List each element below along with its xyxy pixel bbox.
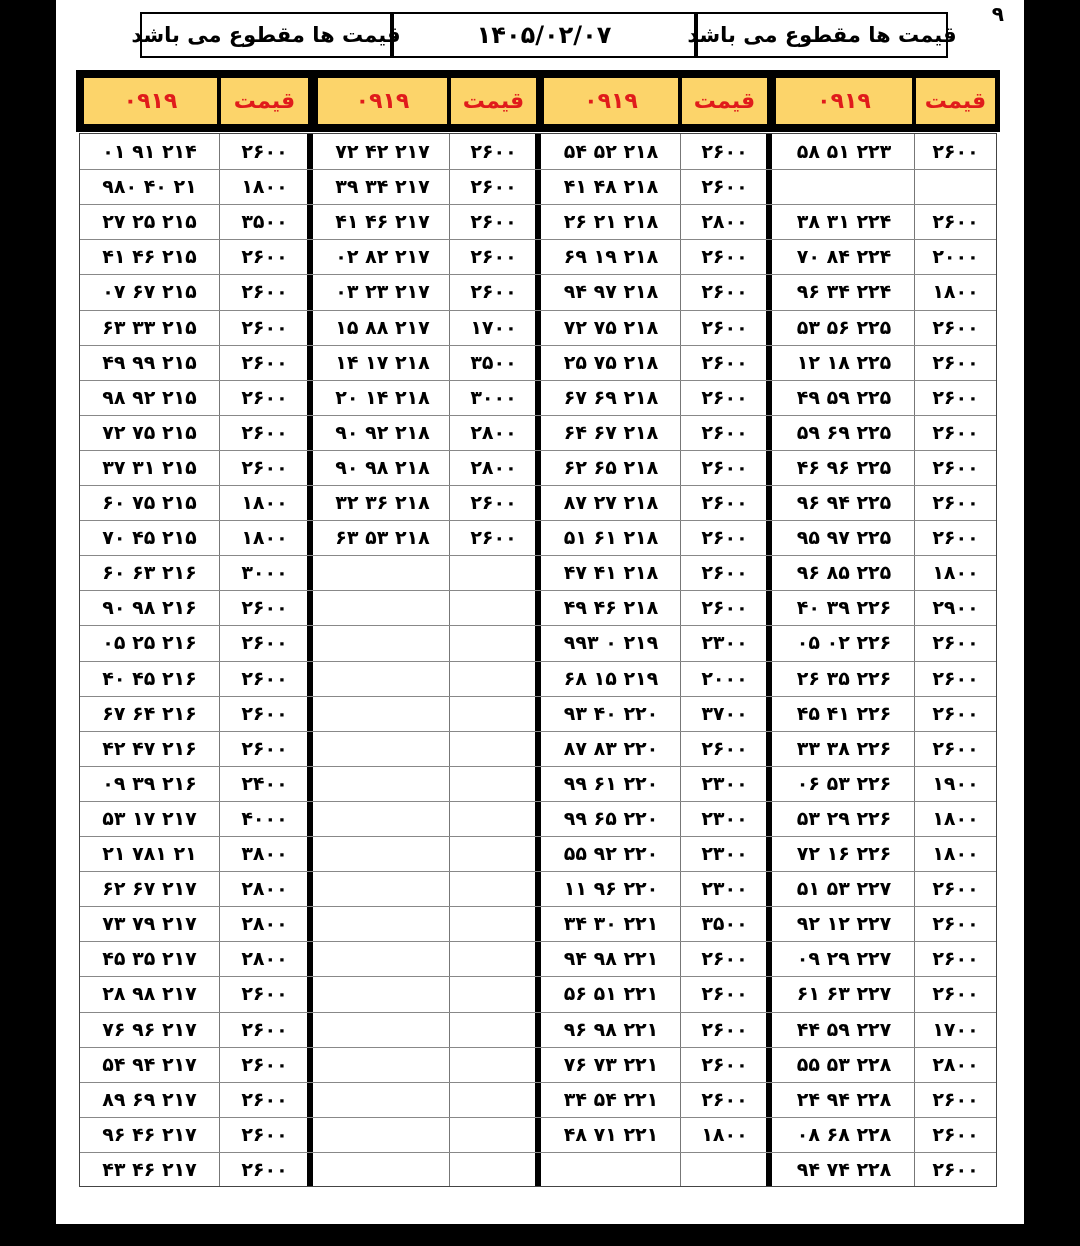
- price-cell: ۲۸۰۰: [241, 877, 288, 900]
- price-cell: ۱۸۰۰: [241, 175, 288, 198]
- price-cell: [449, 625, 538, 660]
- column-header-bar: [76, 70, 1000, 132]
- phone-number-cell: ۲۲۸ ۶۸ ۰۸: [796, 1123, 892, 1146]
- phone-number-cell: ۲۲۰ ۴۰ ۹۳: [563, 702, 659, 725]
- phone-number-cell: ۲۲۶ ۳۵ ۲۶: [796, 667, 892, 690]
- phone-number-cell: [316, 801, 449, 836]
- price-cell: ۲۶۰۰: [241, 1158, 288, 1181]
- phone-number-cell: ۲۱۷ ۴۶ ۴۳: [102, 1158, 197, 1181]
- phone-number-cell: ۲۱۸ ۹۷ ۹۴: [563, 280, 659, 303]
- phone-number-cell: ۲۱۵ ۷۵ ۶۰: [102, 491, 197, 514]
- price-cell: ۲۶۰۰: [932, 351, 979, 374]
- phone-number-cell: [316, 555, 449, 590]
- price-cell: ۲۶۰۰: [932, 140, 979, 163]
- phone-number-cell: ۲۲۷ ۲۹ ۰۹: [796, 947, 892, 970]
- phone-number-cell: ۲۲۶ ۰۲ ۰۵: [796, 631, 892, 654]
- phone-number-cell: ۲۱۷ ۹۶ ۷۶: [102, 1018, 197, 1041]
- price-cell: ۲۹۰۰: [932, 596, 979, 619]
- phone-number-cell: ۲۱۵ ۳۱ ۳۷: [102, 456, 197, 479]
- price-cell: [449, 906, 538, 941]
- price-cell: [449, 661, 538, 696]
- price-cell: ۲۶۰۰: [932, 526, 979, 549]
- price-cell: ۳۵۰۰: [470, 351, 517, 374]
- price-cell: ۱۸۰۰: [241, 491, 288, 514]
- phone-number-cell: ۲۱۷ ۸۲ ۰۲: [335, 245, 430, 268]
- phone-number-cell: ۲۲۵ ۱۸ ۱۲: [796, 351, 892, 374]
- price-cell: ۲۸۰۰: [701, 210, 748, 233]
- phone-number-cell: ۲۱۸ ۴۸ ۴۱: [563, 175, 659, 198]
- phone-number-cell: ۲۲۸ ۹۴ ۲۴: [796, 1088, 892, 1111]
- price-cell: ۲۶۰۰: [241, 280, 288, 303]
- price-cell: ۲۶۰۰: [241, 316, 288, 339]
- price-cell: ۲۳۰۰: [701, 877, 748, 900]
- price-cell: ۲۶۰۰: [932, 316, 979, 339]
- phone-number-cell: ۲۱۸ ۲۱ ۲۶: [563, 210, 659, 233]
- phone-number-cell: ۲۱۸ ۱۷ ۱۴: [335, 351, 430, 374]
- price-cell: [449, 696, 538, 731]
- price-cell: ۲۶۰۰: [701, 245, 748, 268]
- phone-number-cell: [316, 836, 449, 871]
- price-cell: [449, 1047, 538, 1082]
- phone-number-cell: ۲۱۶ ۴۷ ۴۲: [102, 737, 197, 760]
- price-cell: ۲۶۰۰: [470, 175, 517, 198]
- phone-number-cell: ۲۱۷ ۶۹ ۸۹: [102, 1088, 197, 1111]
- phone-number-cell: [316, 1047, 449, 1082]
- price-cell: ۲۶۰۰: [932, 1158, 979, 1181]
- phone-number-cell: ۲۱۸ ۵۲ ۵۴: [563, 140, 659, 163]
- price-cell: ۱۸۰۰: [932, 807, 979, 830]
- price-cell: [449, 1012, 538, 1047]
- phone-number-cell: ۲۲۵ ۸۵ ۹۶: [796, 561, 892, 584]
- price-cell: [449, 766, 538, 801]
- phone-number-cell: ۲۱۵ ۹۹ ۴۹: [102, 351, 197, 374]
- price-cell: ۲۶۰۰: [241, 1018, 288, 1041]
- phone-number-cell: [316, 906, 449, 941]
- phone-number-cell: ۲۱۷ ۴۶ ۹۶: [102, 1123, 197, 1146]
- phone-number-cell: [316, 625, 449, 660]
- price-cell: [914, 169, 997, 204]
- price-cell: ۲۶۰۰: [470, 280, 517, 303]
- price-cell: ۱۷۰۰: [932, 1018, 979, 1041]
- price-cell: [449, 555, 538, 590]
- phone-number-cell: ۲۲۶ ۴۱ ۴۵: [796, 702, 892, 725]
- price-cell: ۱۸۰۰: [932, 561, 979, 584]
- phone-number-cell: ۲۱۷ ۶۷ ۶۲: [102, 877, 197, 900]
- phone-number-cell: [316, 661, 449, 696]
- phone-number-cell: ۲۱۷ ۲۳ ۰۳: [335, 280, 430, 303]
- price-cell: ۲۶۰۰: [701, 596, 748, 619]
- price-cell: [449, 1082, 538, 1117]
- phone-number-cell: ۲۱۵ ۷۵ ۷۲: [102, 421, 197, 444]
- number-column-header: ۰۹۱۹: [544, 78, 678, 124]
- page-number: ۹: [991, 2, 1004, 26]
- price-cell: ۲۶۰۰: [241, 1053, 288, 1076]
- phone-number-cell: [316, 941, 449, 976]
- price-cell: ۲۶۰۰: [241, 421, 288, 444]
- price-cell: ۲۸۰۰: [470, 421, 517, 444]
- price-cell: ۲۶۰۰: [932, 877, 979, 900]
- phone-number-cell: ۲۱۸ ۶۹ ۶۷: [563, 386, 659, 409]
- price-cell: ۱۸۰۰: [241, 526, 288, 549]
- price-cell: ۲۶۰۰: [932, 947, 979, 970]
- price-cell: ۳۰۰۰: [470, 386, 517, 409]
- phone-number-cell: ۲۱۶ ۴۵ ۴۰: [102, 667, 197, 690]
- price-cell: ۲۶۰۰: [701, 456, 748, 479]
- phone-number-cell: ۲۲۱ ۹۸ ۹۴: [563, 947, 659, 970]
- price-column-header: قیمت: [682, 78, 767, 124]
- phone-number-cell: ۲۲۶ ۱۶ ۷۲: [796, 842, 892, 865]
- phone-number-cell: ۲۲۸ ۷۴ ۹۴: [796, 1158, 892, 1181]
- phone-number-cell: ۲۱۵ ۹۲ ۹۸: [102, 386, 197, 409]
- phone-number-cell: ۲۱۵ ۳۳ ۶۳: [102, 316, 197, 339]
- phone-number-cell: ۲۲۱ ۳۰ ۳۴: [563, 912, 659, 935]
- phone-number-cell: ۲۱۸ ۵۳ ۶۳: [335, 526, 430, 549]
- phone-number-cell: ۲۲۷ ۵۹ ۴۴: [796, 1018, 892, 1041]
- price-cell: ۲۶۰۰: [701, 316, 748, 339]
- phone-number-cell: ۲۲۴ ۳۱ ۳۸: [796, 210, 892, 233]
- price-cell: ۲۸۰۰: [241, 947, 288, 970]
- price-cell: ۲۶۰۰: [241, 386, 288, 409]
- price-cell: [449, 836, 538, 871]
- phone-number-cell: ۲۱۷ ۳۵ ۴۵: [102, 947, 197, 970]
- price-cell: ۱۸۰۰: [701, 1123, 748, 1146]
- number-column-header: ۰۹۱۹: [776, 78, 912, 124]
- price-cell: ۲۶۰۰: [241, 702, 288, 725]
- price-cell: ۳۸۰۰: [241, 842, 288, 865]
- price-cell: ۲۶۰۰: [241, 245, 288, 268]
- number-price-table: [79, 133, 997, 1187]
- price-cell: ۲۳۰۰: [701, 807, 748, 830]
- price-cell: ۲۶۰۰: [932, 982, 979, 1005]
- price-cell: ۲۶۰۰: [932, 912, 979, 935]
- phone-number-cell: ۲۱۷ ۹۴ ۵۴: [102, 1053, 197, 1076]
- price-cell: [449, 976, 538, 1011]
- price-cell: ۲۶۰۰: [932, 210, 979, 233]
- phone-number-cell: ۲۲۵ ۹۷ ۹۵: [796, 526, 892, 549]
- price-cell: ۲۶۰۰: [241, 140, 288, 163]
- price-cell: ۲۶۰۰: [241, 737, 288, 760]
- phone-number-cell: ۲۱۷ ۷۹ ۷۳: [102, 912, 197, 935]
- phone-number-cell: ۲۲۵ ۵۹ ۴۹: [796, 386, 892, 409]
- phone-number-cell: ۲۱۶ ۶۳ ۶۰: [102, 561, 197, 584]
- price-cell: [680, 1152, 769, 1187]
- phone-number-cell: ۲۲۱ ۷۳ ۷۶: [563, 1053, 659, 1076]
- phone-number-cell: ۲۱۸ ۱۴ ۲۰: [335, 386, 430, 409]
- phone-number-cell: ۲۲۱ ۵۱ ۵۶: [563, 982, 659, 1005]
- price-cell: ۲۶۰۰: [470, 210, 517, 233]
- phone-number-cell: ۲۱ ۷۸۱ ۲۱: [102, 842, 197, 865]
- price-cell: ۲۸۰۰: [932, 1053, 979, 1076]
- phone-number-cell: [316, 1012, 449, 1047]
- phone-number-cell: ۲۲۵ ۹۴ ۹۶: [796, 491, 892, 514]
- phone-number-cell: ۲۱۸ ۳۶ ۳۲: [335, 491, 430, 514]
- price-cell: ۲۶۰۰: [241, 456, 288, 479]
- price-cell: ۲۶۰۰: [932, 1088, 979, 1111]
- phone-number-cell: ۲۱ ۴۰ ۹۸۰: [102, 175, 197, 198]
- price-cell: ۲۶۰۰: [701, 947, 748, 970]
- price-cell: ۳۰۰۰: [241, 561, 288, 584]
- phone-number-cell: ۲۲۵ ۶۹ ۵۹: [796, 421, 892, 444]
- price-cell: ۳۷۰۰: [701, 702, 748, 725]
- phone-number-cell: [774, 169, 914, 204]
- phone-number-cell: ۲۱۸ ۷۵ ۲۵: [563, 351, 659, 374]
- phone-number-cell: [542, 1152, 680, 1187]
- phone-number-cell: ۲۱۵ ۶۷ ۰۷: [102, 280, 197, 303]
- price-cell: ۱۸۰۰: [932, 842, 979, 865]
- price-cell: ۲۶۰۰: [241, 1088, 288, 1111]
- price-cell: [449, 871, 538, 906]
- phone-number-cell: ۲۱۹ ۱۵ ۶۸: [563, 667, 659, 690]
- phone-number-cell: ۲۱۷ ۴۶ ۴۱: [335, 210, 430, 233]
- price-cell: [449, 590, 538, 625]
- price-column-header: قیمت: [221, 78, 308, 124]
- phone-number-cell: ۲۲۰ ۹۲ ۵۵: [563, 842, 659, 865]
- price-cell: ۲۶۰۰: [932, 667, 979, 690]
- phone-number-cell: ۲۲۸ ۵۳ ۵۵: [796, 1053, 892, 1076]
- price-cell: ۲۶۰۰: [701, 1053, 748, 1076]
- price-cell: ۲۶۰۰: [932, 421, 979, 444]
- price-cell: ۱۸۰۰: [932, 280, 979, 303]
- price-cell: ۲۶۰۰: [701, 561, 748, 584]
- price-cell: ۲۶۰۰: [701, 386, 748, 409]
- price-cell: [449, 731, 538, 766]
- list-date: ۱۴۰۵/۰۲/۰۷: [392, 12, 696, 58]
- price-cell: ۲۶۰۰: [701, 421, 748, 444]
- price-cell: ۲۶۰۰: [701, 175, 748, 198]
- phone-number-cell: ۲۱۶ ۹۸ ۹۰: [102, 596, 197, 619]
- price-cell: ۲۶۰۰: [701, 526, 748, 549]
- phone-number-cell: ۲۱۸ ۹۲ ۹۰: [335, 421, 430, 444]
- price-cell: ۲۶۰۰: [470, 491, 517, 514]
- phone-number-cell: ۲۲۷ ۶۳ ۶۱: [796, 982, 892, 1005]
- phone-number-cell: ۲۱۷ ۸۸ ۱۵: [335, 316, 430, 339]
- price-cell: ۲۶۰۰: [470, 140, 517, 163]
- price-cell: ۲۶۰۰: [932, 702, 979, 725]
- price-cell: ۲۶۰۰: [470, 526, 517, 549]
- price-cell: ۲۶۰۰: [932, 491, 979, 514]
- phone-number-cell: ۲۱۵ ۴۶ ۴۱: [102, 245, 197, 268]
- phone-number-cell: ۲۲۵ ۵۶ ۵۳: [796, 316, 892, 339]
- price-cell: ۲۶۰۰: [241, 982, 288, 1005]
- phone-number-cell: ۲۱۸ ۹۸ ۹۰: [335, 456, 430, 479]
- price-cell: ۲۶۰۰: [701, 140, 748, 163]
- phone-number-cell: ۲۲۴ ۳۴ ۹۶: [796, 280, 892, 303]
- price-cell: ۲۶۰۰: [241, 1123, 288, 1146]
- price-cell: ۲۰۰۰: [932, 245, 979, 268]
- price-cell: ۲۴۰۰: [241, 772, 288, 795]
- phone-number-cell: ۲۲۶ ۳۹ ۴۰: [796, 596, 892, 619]
- phone-number-cell: ۲۱۵ ۴۵ ۷۰: [102, 526, 197, 549]
- price-cell: ۲۶۰۰: [701, 491, 748, 514]
- price-cell: ۱۷۰۰: [470, 316, 517, 339]
- phone-number-cell: ۲۱۵ ۲۵ ۲۷: [102, 210, 197, 233]
- fixed-price-note-right: قیمت ها مقطوع می باشد: [696, 12, 948, 58]
- number-column-header: ۰۹۱۹: [318, 78, 447, 124]
- price-cell: ۲۳۰۰: [701, 631, 748, 654]
- price-list-sheet: [56, 0, 1024, 1224]
- price-cell: ۱۹۰۰: [932, 772, 979, 795]
- phone-number-cell: ۲۱۸ ۶۱ ۵۱: [563, 526, 659, 549]
- price-cell: ۲۸۰۰: [470, 456, 517, 479]
- phone-number-cell: ۲۱۷ ۱۷ ۵۳: [102, 807, 197, 830]
- phone-number-cell: ۲۱۷ ۳۴ ۳۹: [335, 175, 430, 198]
- phone-number-cell: ۲۲۳ ۵۱ ۵۸: [796, 140, 892, 163]
- number-column-header: ۰۹۱۹: [84, 78, 217, 124]
- phone-number-cell: [316, 731, 449, 766]
- phone-number-cell: ۲۱۸ ۷۵ ۷۲: [563, 316, 659, 339]
- price-cell: ۲۶۰۰: [470, 245, 517, 268]
- phone-number-cell: ۲۱۸ ۶۷ ۶۴: [563, 421, 659, 444]
- phone-number-cell: ۲۲۶ ۵۳ ۰۶: [796, 772, 892, 795]
- price-cell: ۲۶۰۰: [701, 737, 748, 760]
- phone-number-cell: ۲۲۴ ۸۴ ۷۰: [796, 245, 892, 268]
- phone-number-cell: ۲۲۰ ۶۵ ۹۹: [563, 807, 659, 830]
- price-cell: ۲۶۰۰: [932, 456, 979, 479]
- phone-number-cell: [316, 1082, 449, 1117]
- phone-number-cell: ۲۱۸ ۴۶ ۴۹: [563, 596, 659, 619]
- price-cell: [449, 1117, 538, 1152]
- phone-number-cell: [316, 976, 449, 1011]
- phone-number-cell: ۲۱۸ ۱۹ ۶۹: [563, 245, 659, 268]
- price-cell: ۴۰۰۰: [241, 807, 288, 830]
- price-cell: ۲۳۰۰: [701, 842, 748, 865]
- phone-number-cell: ۲۱۹ ۰ ۹۹۳: [563, 631, 659, 654]
- phone-number-cell: [316, 871, 449, 906]
- price-cell: ۲۶۰۰: [241, 631, 288, 654]
- phone-number-cell: ۲۲۱ ۷۱ ۴۸: [563, 1123, 659, 1146]
- price-cell: ۲۶۰۰: [701, 351, 748, 374]
- price-cell: ۲۶۰۰: [701, 280, 748, 303]
- price-cell: [449, 941, 538, 976]
- price-cell: ۲۶۰۰: [701, 1088, 748, 1111]
- phone-number-cell: ۲۲۷ ۱۲ ۹۲: [796, 912, 892, 935]
- phone-number-cell: ۲۲۶ ۳۸ ۳۳: [796, 737, 892, 760]
- price-column-header: قیمت: [916, 78, 995, 124]
- phone-number-cell: ۲۱۶ ۶۴ ۶۷: [102, 702, 197, 725]
- phone-number-cell: ۲۱۶ ۳۹ ۰۹: [102, 772, 197, 795]
- fixed-price-note-left: قیمت ها مقطوع می باشد: [140, 12, 392, 58]
- phone-number-cell: [316, 696, 449, 731]
- price-cell: ۲۶۰۰: [932, 631, 979, 654]
- phone-number-cell: ۲۱۴ ۹۱ ۰۱: [102, 140, 197, 163]
- phone-number-cell: ۲۱۷ ۹۸ ۲۸: [102, 982, 197, 1005]
- price-cell: ۲۶۰۰: [701, 1018, 748, 1041]
- price-cell: ۳۵۰۰: [241, 210, 288, 233]
- price-cell: [449, 1152, 538, 1187]
- phone-number-cell: ۲۱۸ ۴۱ ۴۷: [563, 561, 659, 584]
- price-cell: ۲۶۰۰: [241, 667, 288, 690]
- price-cell: ۳۵۰۰: [701, 912, 748, 935]
- price-column-header: قیمت: [451, 78, 536, 124]
- price-cell: ۲۶۰۰: [241, 351, 288, 374]
- phone-number-cell: ۲۲۰ ۸۳ ۸۷: [563, 737, 659, 760]
- phone-number-cell: [316, 766, 449, 801]
- price-cell: ۲۳۰۰: [701, 772, 748, 795]
- phone-number-cell: ۲۱۷ ۴۲ ۷۲: [335, 140, 430, 163]
- phone-number-cell: ۲۲۵ ۹۶ ۴۶: [796, 456, 892, 479]
- phone-number-cell: [316, 590, 449, 625]
- phone-number-cell: ۲۲۰ ۹۶ ۱۱: [563, 877, 659, 900]
- price-cell: ۲۶۰۰: [932, 1123, 979, 1146]
- price-cell: ۲۰۰۰: [701, 667, 748, 690]
- phone-number-cell: ۲۲۱ ۵۴ ۳۴: [563, 1088, 659, 1111]
- phone-number-cell: ۲۲۰ ۶۱ ۹۹: [563, 772, 659, 795]
- phone-number-cell: ۲۲۶ ۲۹ ۵۳: [796, 807, 892, 830]
- phone-number-cell: [316, 1117, 449, 1152]
- phone-number-cell: ۲۱۸ ۶۵ ۶۲: [563, 456, 659, 479]
- phone-number-cell: ۲۲۷ ۵۳ ۵۱: [796, 877, 892, 900]
- price-cell: ۲۶۰۰: [701, 982, 748, 1005]
- phone-number-cell: [316, 1152, 449, 1187]
- phone-number-cell: ۲۲۱ ۹۸ ۹۶: [563, 1018, 659, 1041]
- price-cell: [449, 801, 538, 836]
- price-cell: ۲۶۰۰: [241, 596, 288, 619]
- price-cell: ۲۸۰۰: [241, 912, 288, 935]
- price-cell: ۲۶۰۰: [932, 386, 979, 409]
- price-cell: ۲۶۰۰: [932, 737, 979, 760]
- phone-number-cell: ۲۱۶ ۲۵ ۰۵: [102, 631, 197, 654]
- phone-number-cell: ۲۱۸ ۲۷ ۸۷: [563, 491, 659, 514]
